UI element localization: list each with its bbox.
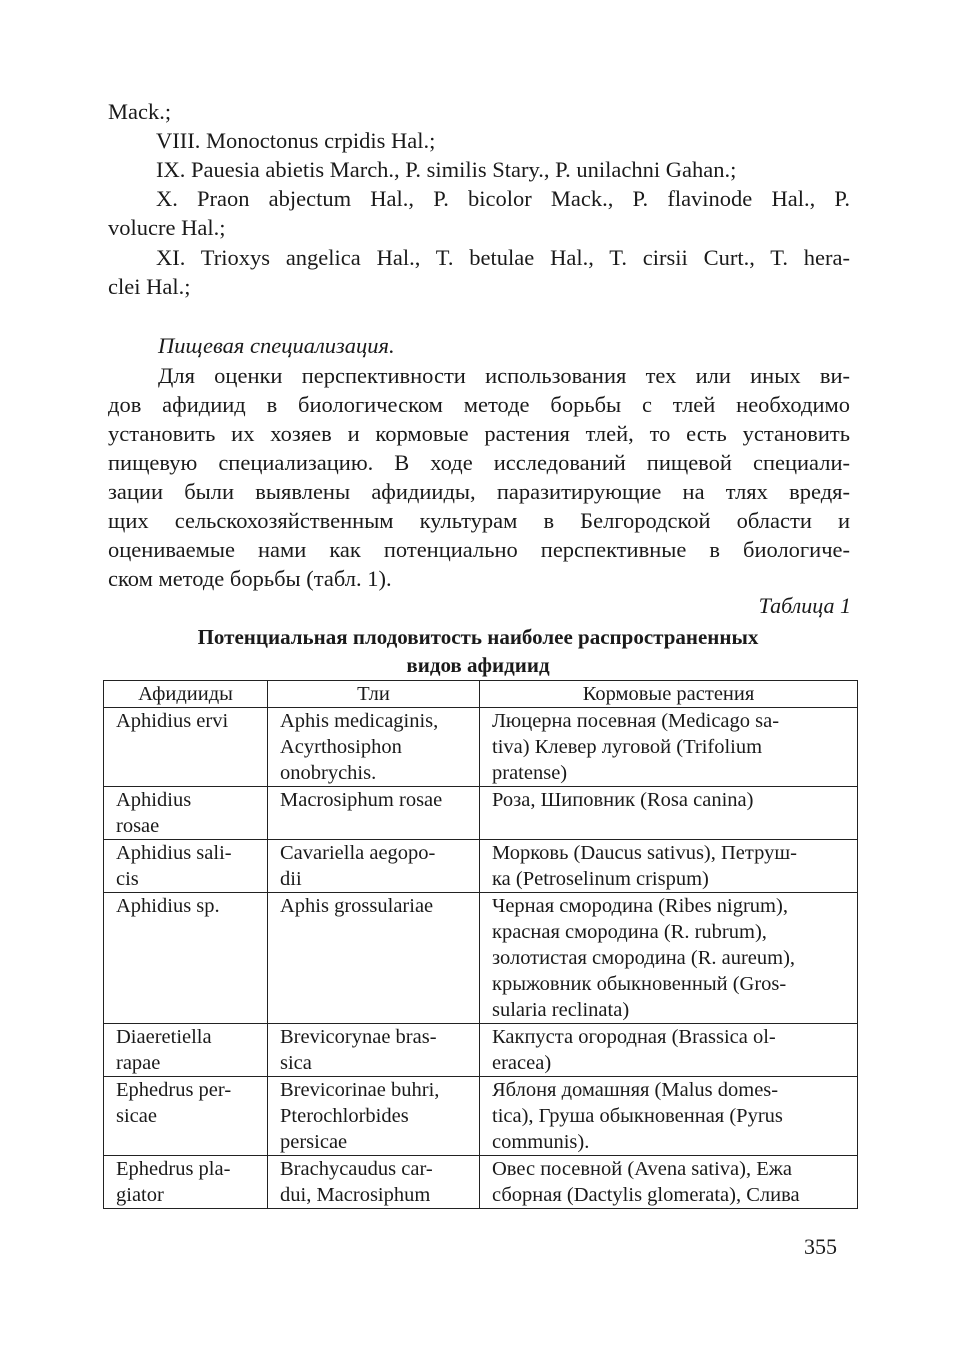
list-item-x-cont: volucre Hal.; — [108, 215, 226, 240]
column-header-aphidiids: Афидииды — [104, 681, 268, 708]
paragraph-line: щих сельскохозяйственным культурам в Белгородской области и — [108, 508, 850, 533]
paragraph-line: зации были выявлены афидииды, паразитирующие на тлях вредя- — [108, 479, 850, 504]
cell-aphid: Aphis grossulariae — [268, 893, 480, 1024]
list-item-ix: IX. Pauesia abietis March., P. similis Stary., P. unilachni Gahan.; — [156, 157, 737, 182]
table-title: Потенциальная плодовитость наиболее распространенных — [197, 625, 759, 649]
paragraph-line: установить их хозяев и кормовые растения тлей, то есть установить — [108, 421, 850, 446]
cell-aphid: Brevicorinae buhri, Pterochlorbides persicae — [268, 1077, 480, 1156]
paragraph-line: пищевую специализацию. В ходе исследований пищевой специали- — [108, 450, 850, 475]
cell-aphidiid: Aphidius rosae — [104, 787, 268, 840]
cell-host-plant: Черная смородина (Ribes nigrum), красная смородина (R. rubrum), золотистая смородина (R. aureum), крыжовник обыкновенный (Gros- sularia reclinata) — [480, 893, 858, 1024]
list-item-x: X. Praon abjectum Hal., P. bicolor Mack., P. flavinode Hal., P. — [156, 186, 850, 211]
cell-aphidiid: Aphidius sali- cis — [104, 840, 268, 893]
cell-aphidiid: Aphidius sp. — [104, 893, 268, 1024]
paragraph-line: ском методе борьбы (табл. 1). — [108, 566, 392, 591]
section-heading: Пищевая специализация. — [158, 333, 395, 358]
table-header-row — [104, 681, 858, 708]
table-row — [104, 893, 858, 1024]
list-item-xi-cont: clei Hal.; — [108, 274, 191, 299]
paragraph-line: дов афидиид в биологическом методе борьбы с тлей необходимо — [108, 392, 850, 417]
table-title: видов афидиид — [406, 653, 550, 677]
column-header-aphids: Тли — [268, 681, 480, 708]
table-row — [104, 1077, 858, 1156]
cell-aphid: Brachycaudus car- dui, Macrosiphum — [268, 1156, 480, 1209]
cell-host-plant: Яблоня домашняя (Malus domes- tica), Груша обыкновенная (Pyrus communis). — [480, 1077, 858, 1156]
cell-host-plant: Какпуста огородная (Brassica ol- eracea) — [480, 1024, 858, 1077]
cell-aphid: Brevicorynae bras- sica — [268, 1024, 480, 1077]
cell-aphidiid: Ephedrus per- sicae — [104, 1077, 268, 1156]
table-row — [104, 787, 858, 840]
cell-host-plant: Морковь (Daucus sativus), Петруш- ка (Petroselinum crispum) — [480, 840, 858, 893]
list-continuation: Mack.; — [108, 99, 172, 124]
cell-host-plant: Овес посевной (Avena sativa), Ежа сборная (Dactylis glomerata), Слива — [480, 1156, 858, 1209]
paragraph-line: оцениваемые нами как потенциально перспективные в биологиче- — [108, 537, 850, 562]
table-row — [104, 1024, 858, 1077]
list-item-viii: VIII. Monoctonus crpidis Hal.; — [156, 128, 436, 153]
cell-aphidiid: Aphidius ervi — [104, 708, 268, 787]
page-number: 355 — [804, 1234, 837, 1259]
list-item-xi: XI. Trioxys angelica Hal., T. betulae Hal., T. cirsii Curt., T. hera- — [156, 245, 850, 270]
column-header-host-plants: Кормовые растения — [480, 681, 858, 708]
cell-host-plant: Роза, Шиповник (Rosa canina) — [480, 787, 858, 840]
table-row — [104, 708, 858, 787]
table-label: Таблица 1 — [758, 593, 851, 618]
table-row — [104, 840, 858, 893]
host-plants-table — [103, 680, 858, 1209]
cell-host-plant: Люцерна посевная (Medicago sa- tiva) Клевер луговой (Trifolium pratense) — [480, 708, 858, 787]
paragraph-line: Для оценки перспективности использования тех или иных ви- — [158, 363, 850, 388]
cell-aphid: Cavariella aegopo- dii — [268, 840, 480, 893]
cell-aphid: Macrosiphum rosae — [268, 787, 480, 840]
table-row — [104, 1156, 858, 1209]
cell-aphidiid: Ephedrus pla- giator — [104, 1156, 268, 1209]
cell-aphidiid: Diaeretiella rapae — [104, 1024, 268, 1077]
cell-aphid: Aphis medicaginis, Acyrthosiphon onobrychis. — [268, 708, 480, 787]
